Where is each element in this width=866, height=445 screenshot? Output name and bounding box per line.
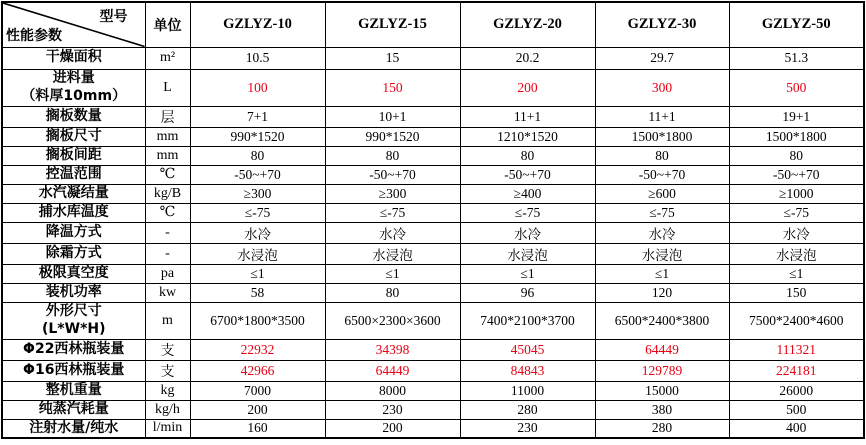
- row-unit: kg/B: [145, 184, 190, 203]
- cell-value: ≥400: [460, 184, 595, 203]
- cell-value: ≥1000: [729, 184, 864, 203]
- cell-value: 111321: [729, 339, 864, 360]
- table-row: [2, 146, 864, 165]
- cell-value: 7400*2100*3700: [460, 302, 595, 339]
- cell-value: 200: [190, 400, 325, 419]
- cell-value: 160: [190, 419, 325, 438]
- cell-value: ≥300: [190, 184, 325, 203]
- cell-value: 58: [190, 283, 325, 302]
- cell-value: 500: [729, 400, 864, 419]
- cell-value: 6500*2400*3800: [595, 302, 729, 339]
- row-label: 搁板尺寸: [2, 127, 145, 146]
- table-row: [2, 243, 864, 264]
- cell-value: 水冷: [190, 222, 325, 243]
- column-header-model-4: GZLYZ-30: [595, 2, 729, 47]
- table-row: [2, 69, 864, 106]
- cell-value: 80: [729, 146, 864, 165]
- cell-value: 1500*1800: [595, 127, 729, 146]
- cell-value: 1500*1800: [729, 127, 864, 146]
- cell-value: 230: [460, 419, 595, 438]
- cell-value: 26000: [729, 381, 864, 400]
- cell-value: ≤-75: [460, 203, 595, 222]
- cell-value: 129789: [595, 360, 729, 381]
- corner-cell: [2, 2, 145, 47]
- cell-value: 80: [325, 146, 460, 165]
- row-unit: m: [145, 302, 190, 339]
- cell-value: -50~+70: [190, 165, 325, 184]
- table-row: [2, 165, 864, 184]
- table-row: [2, 47, 864, 69]
- row-unit: ℃: [145, 165, 190, 184]
- cell-value: 15000: [595, 381, 729, 400]
- header-row: [2, 2, 864, 47]
- column-header-unit: 单位: [145, 2, 190, 47]
- corner-label-model: 型号: [99, 9, 128, 25]
- cell-value: 80: [460, 146, 595, 165]
- row-label: [2, 302, 145, 339]
- row-unit: kg/h: [145, 400, 190, 419]
- cell-value: 64449: [595, 339, 729, 360]
- cell-value: 11000: [460, 381, 595, 400]
- row-label: 捕水库温度: [2, 203, 145, 222]
- row-unit: kg: [145, 381, 190, 400]
- cell-value: 7000: [190, 381, 325, 400]
- row-label: 纯蒸汽耗量: [2, 400, 145, 419]
- cell-value: 水冷: [595, 222, 729, 243]
- cell-value: -50~+70: [729, 165, 864, 184]
- row-unit: 支: [145, 360, 190, 381]
- table-row: [2, 184, 864, 203]
- cell-value: ≤-75: [729, 203, 864, 222]
- table-row: [2, 127, 864, 146]
- column-header-model-5: GZLYZ-50: [729, 2, 864, 47]
- cell-value: 51.3: [729, 47, 864, 69]
- table-row: [2, 203, 864, 222]
- cell-value: 120: [595, 283, 729, 302]
- row-unit: -: [145, 243, 190, 264]
- cell-value: 100: [190, 69, 325, 106]
- cell-value: 水冷: [460, 222, 595, 243]
- cell-value: ≤1: [190, 264, 325, 283]
- cell-value: 80: [190, 146, 325, 165]
- row-label: 水汽凝结量: [2, 184, 145, 203]
- table-row: [2, 400, 864, 419]
- cell-value: ≤-75: [595, 203, 729, 222]
- cell-value: ≤1: [729, 264, 864, 283]
- cell-value: 280: [460, 400, 595, 419]
- cell-value: 6500×2300×3600: [325, 302, 460, 339]
- column-header-model-1: GZLYZ-10: [190, 2, 325, 47]
- cell-value: 64449: [325, 360, 460, 381]
- row-unit: mm: [145, 127, 190, 146]
- row-label-line2: (L*W*H): [41, 320, 106, 337]
- cell-value: 10+1: [325, 106, 460, 127]
- cell-value: ≤1: [595, 264, 729, 283]
- cell-value: 42966: [190, 360, 325, 381]
- row-label: Φ16西林瓶装量: [2, 360, 145, 381]
- cell-value: 水浸泡: [325, 243, 460, 264]
- cell-value: 150: [325, 69, 460, 106]
- cell-value: 22932: [190, 339, 325, 360]
- cell-value: 200: [460, 69, 595, 106]
- cell-value: -50~+70: [325, 165, 460, 184]
- cell-value: 200: [325, 419, 460, 438]
- cell-value: 11+1: [460, 106, 595, 127]
- cell-value: 96: [460, 283, 595, 302]
- row-label: 控温范围: [2, 165, 145, 184]
- cell-value: 29.7: [595, 47, 729, 69]
- cell-value: 水浸泡: [595, 243, 729, 264]
- table-row: [2, 339, 864, 360]
- row-unit: pa: [145, 264, 190, 283]
- cell-value: 400: [729, 419, 864, 438]
- cell-value: 19+1: [729, 106, 864, 127]
- cell-value: 990*1520: [325, 127, 460, 146]
- row-label: 搁板间距: [2, 146, 145, 165]
- spec-table: [1, 1, 865, 439]
- row-label: 整机重量: [2, 381, 145, 400]
- cell-value: 水浸泡: [460, 243, 595, 264]
- row-label-line1: 进料量: [52, 70, 95, 86]
- cell-value: 150: [729, 283, 864, 302]
- row-label: 干燥面积: [2, 47, 145, 69]
- table-row: [2, 302, 864, 339]
- table-row: [2, 264, 864, 283]
- cell-value: 45045: [460, 339, 595, 360]
- cell-value: 34398: [325, 339, 460, 360]
- cell-value: ≤-75: [325, 203, 460, 222]
- cell-value: 20.2: [460, 47, 595, 69]
- cell-value: 230: [325, 400, 460, 419]
- row-label: Φ22西林瓶装量: [2, 339, 145, 360]
- cell-value: 水冷: [325, 222, 460, 243]
- cell-value: 6700*1800*3500: [190, 302, 325, 339]
- table-row: [2, 106, 864, 127]
- table-row: [2, 381, 864, 400]
- row-unit: -: [145, 222, 190, 243]
- row-label: 降温方式: [2, 222, 145, 243]
- table-row: [2, 360, 864, 381]
- cell-value: 15: [325, 47, 460, 69]
- cell-value: 990*1520: [190, 127, 325, 146]
- table-body: [2, 47, 864, 438]
- row-unit: kw: [145, 283, 190, 302]
- table-row: [2, 283, 864, 302]
- cell-value: 7500*2400*4600: [729, 302, 864, 339]
- cell-value: ≤-75: [190, 203, 325, 222]
- cell-value: -50~+70: [595, 165, 729, 184]
- cell-value: 11+1: [595, 106, 729, 127]
- row-unit: l/min: [145, 419, 190, 438]
- cell-value: 80: [595, 146, 729, 165]
- corner-label-params: 性能参数: [6, 27, 62, 44]
- row-label: 装机功率: [2, 283, 145, 302]
- cell-value: 10.5: [190, 47, 325, 69]
- row-label: 搁板数量: [2, 106, 145, 127]
- cell-value: -50~+70: [460, 165, 595, 184]
- cell-value: 280: [595, 419, 729, 438]
- row-label-line1: 外形尺寸: [45, 303, 102, 319]
- row-unit: L: [145, 69, 190, 106]
- cell-value: 300: [595, 69, 729, 106]
- cell-value: 224181: [729, 360, 864, 381]
- row-unit: ℃: [145, 203, 190, 222]
- cell-value: 500: [729, 69, 864, 106]
- cell-value: 水冷: [729, 222, 864, 243]
- cell-value: ≤1: [325, 264, 460, 283]
- cell-value: 8000: [325, 381, 460, 400]
- row-unit: 支: [145, 339, 190, 360]
- table-row: [2, 419, 864, 438]
- row-unit: m²: [145, 47, 190, 69]
- cell-value: 380: [595, 400, 729, 419]
- cell-value: 84843: [460, 360, 595, 381]
- cell-value: 1210*1520: [460, 127, 595, 146]
- row-label: 极限真空度: [2, 264, 145, 283]
- row-unit: 层: [145, 106, 190, 127]
- cell-value: ≤1: [460, 264, 595, 283]
- table-row: [2, 222, 864, 243]
- cell-value: 7+1: [190, 106, 325, 127]
- row-unit: mm: [145, 146, 190, 165]
- row-label: [2, 69, 145, 106]
- cell-value: 水浸泡: [729, 243, 864, 264]
- cell-value: ≥300: [325, 184, 460, 203]
- column-header-model-3: GZLYZ-20: [460, 2, 595, 47]
- column-header-model-2: GZLYZ-15: [325, 2, 460, 47]
- row-label: 除霜方式: [2, 243, 145, 264]
- cell-value: 水浸泡: [190, 243, 325, 264]
- row-label: 注射水量/纯水: [2, 419, 145, 438]
- row-label-line2: （料厚10mm）: [21, 87, 127, 104]
- cell-value: 80: [325, 283, 460, 302]
- cell-value: ≥600: [595, 184, 729, 203]
